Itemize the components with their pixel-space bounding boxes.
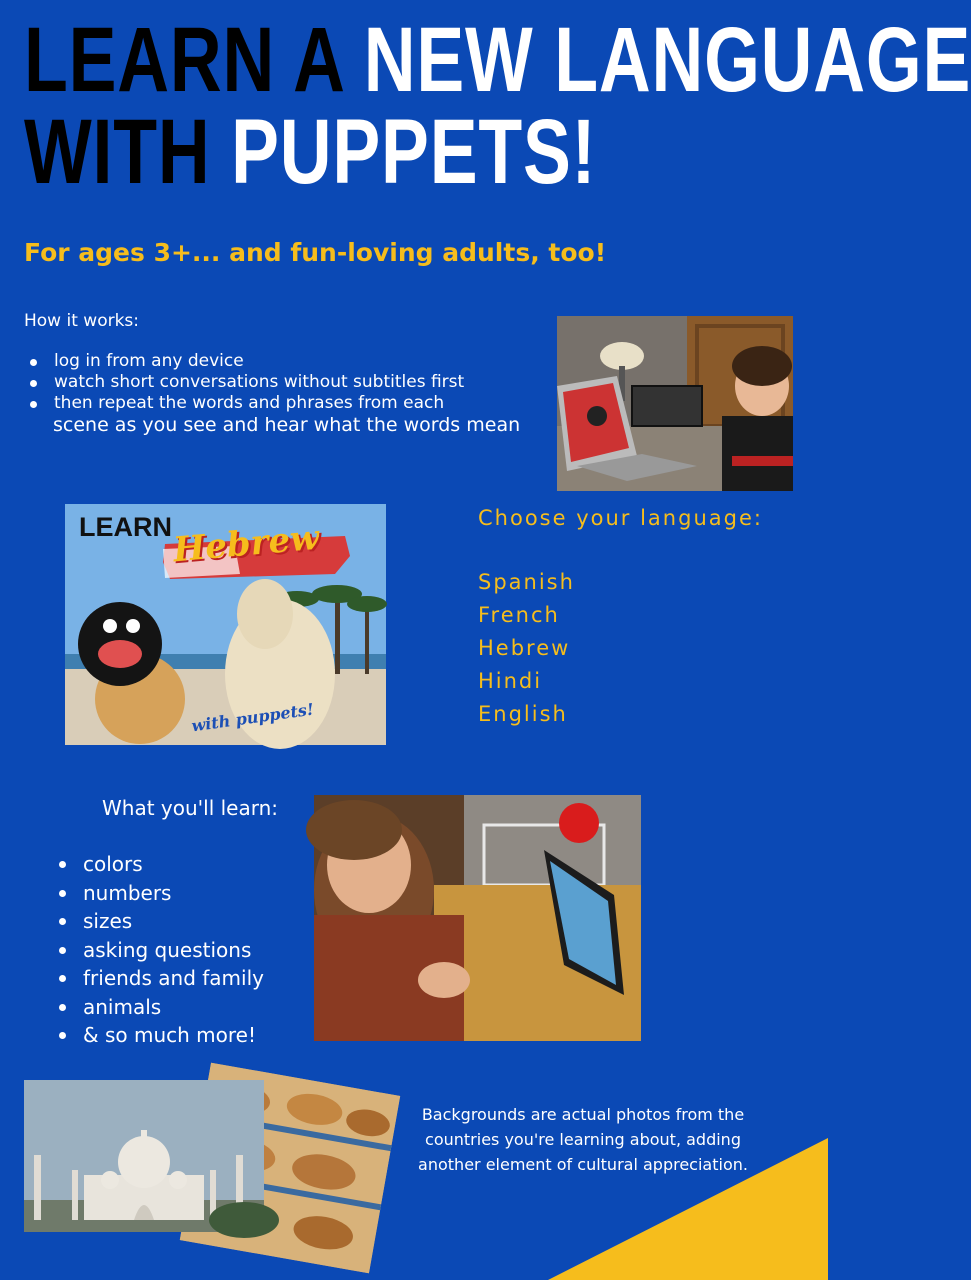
photo-taj-mahal (24, 1080, 264, 1232)
headline-light-2: PUPPETS! (231, 101, 597, 203)
language-item: Hebrew (478, 636, 571, 660)
languages-heading: Choose your language: (478, 506, 763, 530)
language-item: French (478, 603, 560, 627)
language-item: Hindi (478, 669, 543, 693)
list-item: friends and family (53, 964, 293, 993)
learn-list (53, 850, 293, 1050)
headline-line-2 (24, 101, 597, 203)
how-it-works-continuation: scene as you see and hear what the words mean (53, 414, 521, 436)
photo-child-with-tablet (314, 795, 641, 1041)
backgrounds-note: Backgrounds are actual photos from the countries you're learning about, adding another element of cultural appreciation. (418, 1105, 748, 1174)
language-item: English (478, 702, 568, 726)
list-item: numbers (53, 879, 293, 908)
promo-language-text: Hebrew (171, 517, 321, 571)
list-item: & so much more! (53, 1021, 293, 1050)
learn-heading: What you'll learn: (102, 796, 279, 820)
subtitle: For ages 3+... and fun-loving adults, too! (24, 238, 607, 267)
how-it-works-list (24, 351, 544, 414)
list-item: animals (53, 993, 293, 1022)
promo-tagline-text: with puppets! (190, 699, 315, 736)
headline-line-1 (24, 9, 971, 111)
list-item: asking questions (53, 936, 293, 965)
headline-light-1: NEW LANGUAGE (363, 9, 971, 111)
headline-dark-1: LEARN A (24, 9, 344, 111)
list-item: colors (53, 850, 293, 879)
list-item: watch short conversations without subtitles first (24, 372, 544, 393)
photo-child-at-laptop (557, 316, 793, 491)
how-it-works-label: How it works: (24, 311, 140, 331)
language-item: Spanish (478, 570, 575, 594)
list-item: then repeat the words and phrases from each (24, 393, 544, 414)
list-item: log in from any device (24, 351, 544, 372)
list-item: sizes (53, 907, 293, 936)
promo-image-learn-hebrew (65, 504, 386, 745)
headline-dark-2: WITH (24, 101, 211, 203)
languages-list (478, 566, 575, 731)
promo-learn-text: LEARN (79, 512, 172, 542)
